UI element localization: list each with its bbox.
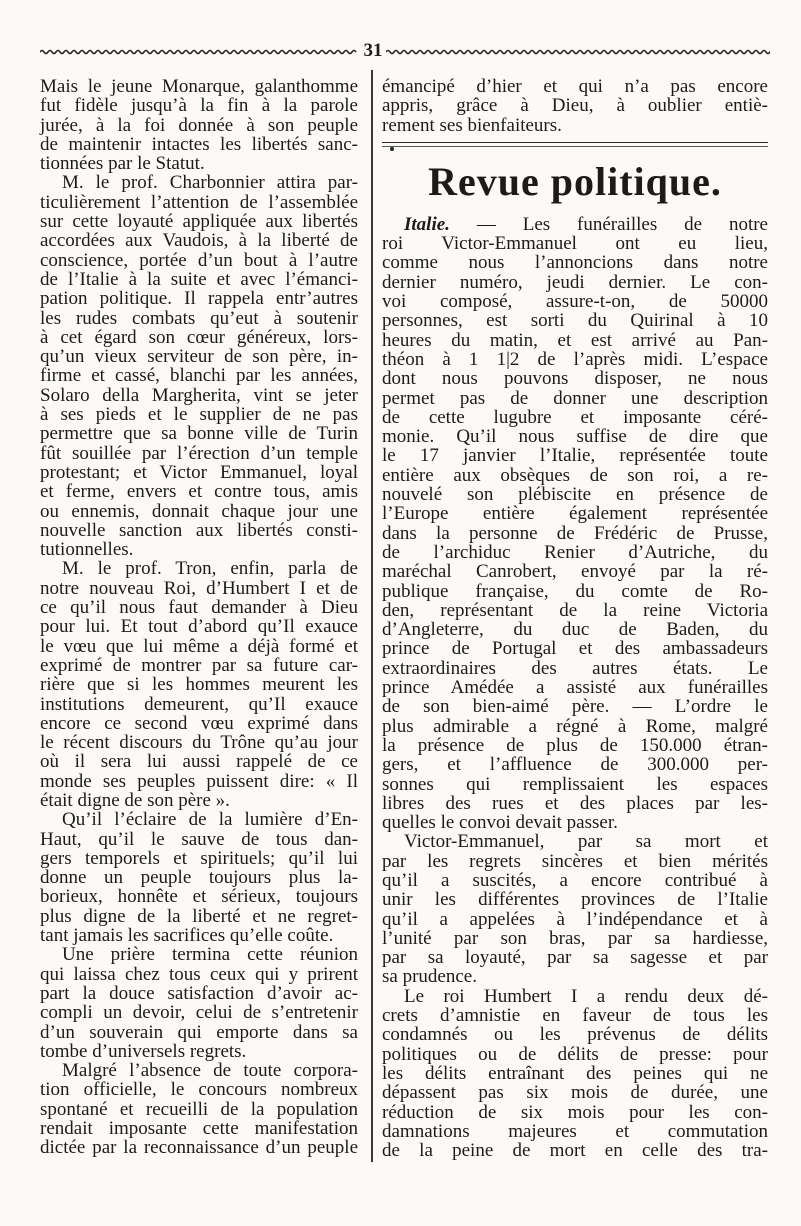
text-line — [382, 852, 768, 871]
line-text: réduction de six mois pour les con- — [382, 1101, 768, 1123]
line-text: qu’il a appelées à l’indépendance et à — [382, 908, 768, 930]
text-line — [382, 871, 768, 890]
line-text: sur cette loyauté appliquée aux libertés — [40, 211, 358, 233]
line-text: Une prière termina cette réunion — [62, 944, 358, 966]
text-line — [40, 1042, 358, 1061]
line-text: dictée par la reconnaissance d’un peuple — [40, 1137, 358, 1159]
text-line — [40, 96, 358, 115]
text-line — [40, 752, 358, 771]
text-line — [382, 446, 768, 465]
line-text: où il sera lui aussi rappelé de ce — [40, 751, 358, 773]
text-line — [382, 350, 768, 369]
text-line — [40, 1003, 358, 1022]
text-line — [382, 524, 768, 543]
revue-politique-article — [382, 215, 768, 1161]
line-text: accordées aux Vaudois, à la liberté de — [40, 230, 358, 252]
text-line — [382, 717, 768, 736]
text-line — [382, 292, 768, 311]
line-text: tion officielle, le concours nombreux — [40, 1079, 358, 1101]
line-text: à ses pieds et le supplier de ne pas — [40, 404, 358, 426]
line-text: borieux, honnête et sérieux, toujours — [40, 886, 358, 908]
section-separator-rule — [382, 139, 768, 151]
line-text: était digne de son père ». — [40, 789, 230, 811]
line-text: de son bien-aimé père. — L’ordre le — [382, 696, 768, 718]
text-line — [382, 1064, 768, 1083]
line-text: dernier numéro, jeudi dernier. Le con- — [382, 271, 768, 293]
text-line — [40, 559, 358, 578]
text-line — [382, 96, 768, 115]
line-text: par les regrets sincères et bien mérités — [382, 850, 768, 872]
section-title: Revue politique. — [428, 158, 722, 204]
line-text: permettre que sa bonne ville de Turin — [40, 423, 358, 445]
line-text: tionnées par le Statut. — [40, 153, 205, 175]
text-line — [40, 540, 358, 559]
text-line — [382, 736, 768, 755]
text-line — [382, 794, 768, 813]
text-line — [40, 907, 358, 926]
line-text: pour lui. Et tout d’abord qu’Il exauce — [40, 616, 358, 638]
text-line — [382, 215, 768, 234]
line-text: jurée, à la foi donnée à son peuple — [40, 114, 358, 136]
line-text: protestant; et Victor Emmanuel, loyal — [40, 461, 358, 483]
line-text: prince de Portugal et des ambassadeurs — [382, 638, 768, 660]
text-line — [382, 890, 768, 909]
text-line — [40, 135, 358, 154]
text-line — [40, 1119, 358, 1138]
line-text: encore ce second vœu exprimé dans — [40, 712, 358, 734]
line-text: ticulièrement l’attention de l’assemblée — [40, 191, 358, 213]
text-line — [40, 1138, 358, 1157]
text-line — [40, 328, 358, 347]
line-text: nouvelé son plébiscite en présence de — [382, 484, 768, 506]
line-text: de cette lugubre et imposante céré- — [382, 406, 768, 428]
text-line — [40, 154, 358, 173]
line-text: de maintenir intactes les libertés sanc- — [40, 133, 358, 155]
line-text: le récent discours du Trône qu’au jour — [40, 732, 358, 754]
line-text: de l’Italie à la suite et avec l’émanci- — [40, 268, 358, 290]
article-continuation — [382, 77, 768, 135]
line-text: quelles le convoi devait passer. — [382, 812, 618, 834]
line-text: politiques ou de délits de presse: pour — [382, 1043, 768, 1065]
line-text: den, représentant de la reine Victoria — [382, 599, 768, 621]
line-text: d’un souverain qui emporte dans sa — [40, 1021, 358, 1043]
line-text: libres des rues et des places par les- — [382, 792, 768, 814]
header-wavy-rule-left — [40, 48, 362, 56]
left-column — [40, 77, 358, 1158]
text-line — [40, 173, 358, 192]
line-text: heures du matin, et est arrivé au Pan- — [382, 329, 768, 351]
text-line — [40, 617, 358, 636]
text-line — [382, 948, 768, 967]
line-text: dans la personne de Frédéric de Prusse, — [382, 522, 768, 544]
line-text: Haut, qu’il le sauve de tous dan- — [40, 828, 358, 850]
text-line — [40, 1080, 358, 1099]
line-text: — Les funérailles de notre — [449, 213, 768, 235]
text-line — [382, 582, 768, 601]
line-text: et ferme, envers et contre tous, amis — [40, 481, 358, 503]
column-divider — [371, 70, 373, 1162]
text-line — [382, 543, 768, 562]
text-line — [40, 733, 358, 752]
line-text: qu’un vieux serviteur de son père, in- — [40, 346, 358, 368]
text-line — [40, 289, 358, 308]
text-line — [382, 987, 768, 1006]
text-line — [382, 910, 768, 929]
line-text: ce qu’il nous faut demander à Dieu — [40, 597, 358, 619]
text-line — [40, 1023, 358, 1042]
text-line — [40, 521, 358, 540]
line-text: gers temporels et spirituels; qu’il lui — [40, 847, 358, 869]
line-text: notre nouveau Roi, d’Humbert I et de — [40, 577, 358, 599]
line-text: plus digne de la liberté et ne regret- — [40, 905, 358, 927]
line-text: prince Amédée a assisté aux funérailles — [382, 677, 768, 699]
line-text: monie. Qu’il nous suffise de dire que — [382, 426, 768, 448]
text-line — [382, 832, 768, 851]
line-text: fût souillée par l’érection d’un temple — [40, 442, 358, 464]
text-line — [40, 598, 358, 617]
text-line — [382, 1122, 768, 1141]
line-text: de la peine de mort en celle des tra- — [382, 1140, 768, 1162]
line-text: entière aux obsèques de son roi, a re- — [382, 464, 768, 486]
text-line — [40, 463, 358, 482]
text-line — [382, 1103, 768, 1122]
line-text: institutions demeurent, qu’Il exauce — [40, 693, 358, 715]
text-line — [382, 408, 768, 427]
line-text: théon à 1 1|2 de l’après midi. L’espace — [382, 348, 768, 370]
text-line — [40, 984, 358, 1003]
line-text: qu’il a suscités, a encore contribué à — [382, 869, 768, 891]
header-wavy-rule-right — [386, 48, 770, 56]
text-line — [382, 116, 768, 135]
text-line — [40, 695, 358, 714]
text-line — [382, 369, 768, 388]
line-text: qui laissa chez tous ceux qui y prirent — [40, 963, 358, 985]
text-line — [40, 482, 358, 501]
text-line — [382, 813, 768, 832]
text-line — [382, 1141, 768, 1160]
text-line — [40, 309, 358, 328]
right-column — [382, 77, 768, 1160]
text-line — [40, 193, 358, 212]
text-line — [382, 485, 768, 504]
line-text: personnes, est sorti du Quirinal à 10 — [382, 310, 768, 332]
line-text: Malgré l’absence de toute corpora- — [62, 1060, 358, 1082]
text-line — [382, 1006, 768, 1025]
line-text: Victor-Emmanuel, par sa mort et — [404, 831, 768, 853]
text-line — [40, 810, 358, 829]
line-text: permet pas de donner une description — [382, 387, 768, 409]
line-text: spontané et recueilli de la population — [40, 1098, 358, 1120]
line-text: Solaro della Margherita, vint se jeter — [40, 384, 358, 406]
line-text: les rudes combats qu’eut à soutenir — [40, 307, 358, 329]
line-text: dépassent pas six mois de durée, une — [382, 1082, 768, 1104]
line-text: exprimé de montrer par sa future car- — [40, 654, 358, 676]
text-line — [40, 714, 358, 733]
text-line — [40, 251, 358, 270]
line-text: la présence de plus de 150.000 étran- — [382, 734, 768, 756]
text-line — [382, 775, 768, 794]
text-line — [40, 887, 358, 906]
line-text: rière que si les hommes meurent les — [40, 674, 358, 696]
text-line — [40, 1061, 358, 1080]
line-text: Le roi Humbert I a rendu deux dé- — [404, 985, 768, 1007]
text-line — [40, 231, 358, 250]
line-text: sa prudence. — [382, 966, 477, 988]
text-line — [382, 678, 768, 697]
line-text: damnations majeures et commutation — [382, 1120, 768, 1142]
text-line — [382, 601, 768, 620]
text-line — [382, 504, 768, 523]
text-line — [382, 466, 768, 485]
line-text: fut fidèle jusqu’à la fin à la parole — [40, 95, 358, 117]
line-text: dont nous pouvons disposer, ne nous — [382, 368, 768, 390]
text-line — [382, 253, 768, 272]
line-text: appris, grâce à Dieu, à oublier entiè- — [382, 95, 768, 117]
line-text: part la douce satisfaction d’avoir ac- — [40, 982, 358, 1004]
text-line — [40, 579, 358, 598]
text-line — [40, 270, 358, 289]
text-line — [40, 366, 358, 385]
line-text: M. le prof. Tron, enfin, parla de — [62, 558, 358, 580]
text-line — [382, 929, 768, 948]
line-text: de l’archiduc Renier d’Autriche, du — [382, 541, 768, 563]
line-text: donne un peuple toujours plus la- — [40, 867, 358, 889]
line-text: condamnés ou les prévenus de délits — [382, 1024, 768, 1046]
text-line — [382, 967, 768, 986]
text-line — [40, 405, 358, 424]
line-text: d’Angleterre, du duc de Baden, du — [382, 619, 768, 641]
line-text: M. le prof. Charbonnier attira par- — [62, 172, 358, 194]
text-line — [382, 755, 768, 774]
line-text: tutionnelles. — [40, 539, 134, 561]
text-line — [40, 791, 358, 810]
text-line — [382, 234, 768, 253]
line-text: gers, et l’affluence de 300.000 per- — [382, 754, 768, 776]
line-text: publique française, du comte de Ro- — [382, 580, 768, 602]
line-text: sonnes qui remplissaient les espaces — [382, 773, 768, 795]
text-line — [40, 926, 358, 945]
text-line — [382, 77, 768, 96]
text-line — [382, 1045, 768, 1064]
country-heading: Italie. — [404, 213, 450, 235]
text-line — [40, 849, 358, 868]
line-text: tombe d’universels regrets. — [40, 1040, 247, 1062]
text-line — [40, 656, 358, 675]
line-text: rendait imposante cette manifestation — [40, 1118, 358, 1140]
text-line — [382, 697, 768, 716]
text-line — [40, 868, 358, 887]
text-line — [40, 116, 358, 135]
line-text: voi composé, assure-t-on, de 50000 — [382, 291, 768, 313]
line-text: roi Victor-Emmanuel ont eu lieu, — [382, 233, 768, 255]
line-text: extraordinaires des autres états. Le — [382, 657, 768, 679]
line-text: émancipé d’hier et qui n’a pas encore — [382, 76, 768, 97]
text-line — [382, 620, 768, 639]
line-text: les délits entraînant des peines qui ne — [382, 1062, 768, 1084]
line-text: conscience, portée d’un bout à l’autre — [40, 249, 358, 271]
text-line — [40, 502, 358, 521]
line-text: Mais le jeune Monarque, galanthomme — [40, 76, 358, 97]
text-line — [40, 637, 358, 656]
text-line — [40, 772, 358, 791]
line-text: Qu’il l’éclaire de la lumière d’En- — [62, 809, 358, 831]
text-line — [40, 965, 358, 984]
line-text: nouvelle sanction aux libertés consti- — [40, 519, 358, 541]
text-line — [40, 77, 358, 96]
text-line — [382, 1083, 768, 1102]
line-text: crets d’amnistie en faveur de tous les — [382, 1005, 768, 1027]
text-line — [40, 347, 358, 366]
text-line — [40, 424, 358, 443]
text-line — [40, 675, 358, 694]
line-text: par sa loyauté, par sa sagesse et par — [382, 947, 768, 969]
line-text: maréchal Canrobert, envoyé par la ré- — [382, 561, 768, 583]
text-line — [40, 212, 358, 231]
line-text: l’Europe entière également représentée — [382, 503, 768, 525]
text-line — [40, 386, 358, 405]
text-line — [382, 562, 768, 581]
page-number: 31 — [363, 40, 383, 61]
text-line — [382, 1025, 768, 1044]
line-text: compli un devoir, celui de s’entretenir — [40, 1002, 358, 1024]
text-line — [40, 830, 358, 849]
text-line — [382, 273, 768, 292]
line-text: le 17 janvier l’Italie, représentée toute — [382, 445, 768, 467]
line-text: firme et cassé, blanchi par les années, — [40, 365, 358, 387]
line-text: l’unité par son bras, par sa hardiesse, — [382, 927, 768, 949]
text-line — [382, 659, 768, 678]
line-text: comme nous l’annoncions dans notre — [382, 252, 768, 274]
text-line — [382, 311, 768, 330]
text-line — [382, 389, 768, 408]
text-line — [40, 444, 358, 463]
text-line — [382, 427, 768, 446]
line-text: tant jamais les sacrifices qu’elle coûte. — [40, 925, 334, 947]
text-line — [382, 331, 768, 350]
line-text: monde ses peuples puissent dire: « Il — [40, 770, 358, 792]
text-line — [40, 945, 358, 964]
line-text: ou ennemis, donnait chaque jour une — [40, 500, 358, 522]
line-text: plus admirable a régné à Rome, malgré — [382, 715, 768, 737]
line-text: unir les différentes provinces de l’Italie — [382, 889, 768, 911]
line-text: pation politique. Il rappela entr’autres — [40, 288, 358, 310]
line-text: à cet égard son cœur généreux, lors- — [40, 326, 358, 348]
text-line — [382, 639, 768, 658]
line-text: le vœu que lui même a déjà formé et — [40, 635, 358, 657]
text-line — [40, 1100, 358, 1119]
line-text: rement ses bienfaiteurs. — [382, 114, 562, 136]
